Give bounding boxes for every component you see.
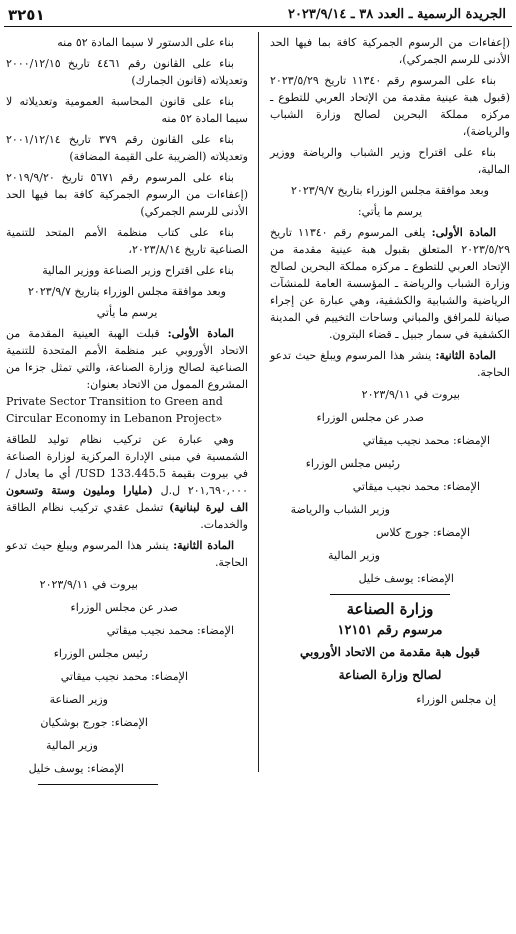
paragraph: وبعد موافقة مجلس الوزراء بتاريخ ٢٠٢٣/٩/٧ — [291, 184, 489, 197]
signature-line: الإمضاء: جورج كلاس — [375, 526, 470, 539]
paragraph: بناء على القانون رقم ٣٧٩ تاريخ ٢٠٠١/١٢/١٤ وتعديلاته (الضريبة على القيمة المضافة) — [6, 133, 248, 163]
left-column — [6, 34, 248, 791]
article-label: المادة الثانية: — [435, 349, 496, 362]
ministry-title: وزارة الصناعة — [346, 600, 434, 618]
paragraph: يرسم ما يأتي: — [357, 205, 423, 218]
paragraph: وبعد موافقة مجلس الوزراء بتاريخ ٢٠٢٣/٩/٧ — [28, 285, 226, 298]
paragraph: بناء على اقتراح وزير الصناعة ووزير المالية — [42, 264, 234, 277]
decree-date: بيروت في ٢٠٢٣/٩/١١ — [39, 578, 138, 591]
signature-line: رئيس مجلس الوزراء — [305, 457, 400, 470]
paragraph: بناء على المرسوم رقم ٥٦٧١ تاريخ ٢٠١٩/٩/٢٠ (إعفاءات من الرسوم الجمركية كافة بما فيها الحد الأدنى للرسم الجمركي) — [6, 171, 248, 218]
article-two — [6, 537, 248, 571]
paragraph: بناء على اقتراح وزير الشباب والرياضة ووزير المالية، — [270, 146, 510, 176]
signature-line: الإمضاء: محمد نجيب ميقاتي — [362, 434, 490, 447]
signature-line: وزير الشباب والرياضة — [290, 503, 390, 516]
article-label: المادة الأولى: — [167, 327, 234, 340]
decree-date: بيروت في ٢٠٢٣/٩/١١ — [361, 388, 460, 401]
right-column — [270, 34, 510, 712]
article-label: المادة الأولى: — [431, 226, 496, 239]
signature-line: وزير المالية — [328, 549, 380, 562]
signature-line: الإمضاء: يوسف خليل — [28, 762, 124, 775]
paragraph: إن مجلس الوزراء — [416, 693, 496, 706]
page-number: ٣٢٥١ — [8, 6, 45, 24]
amount-in-words: (مليارا ومليون وستة وتسعون الف ليرة لبنانية) — [6, 484, 248, 514]
article-text: ينشر هذا المرسوم ويبلغ حيث تدعو الحاجة. — [270, 349, 510, 379]
paragraph: بناء على قانون المحاسبة العمومية وتعديلاته لا سيما المادة ٥٢ منه — [6, 95, 248, 125]
section-rule — [330, 594, 450, 595]
signature-line: الإمضاء: جورج بوشكيان — [40, 716, 148, 729]
signature-line: الإمضاء: محمد نجيب ميقاتي — [106, 624, 234, 637]
signature-line: وزير المالية — [46, 739, 98, 752]
paragraph: بناء على كتاب منظمة الأمم المتحد للتنمية الصناعية تاريخ ٢٠٢٣/٨/١٤، — [6, 226, 248, 256]
decree-subtitle: لصالح وزارة الصناعة — [338, 668, 442, 682]
decree-title: مرسوم رقم ١٢١٥١ — [337, 623, 443, 638]
signature-line: وزير الصناعة — [49, 693, 108, 706]
paragraph: بناء على القانون رقم ٤٤٦١ تاريخ ٢٠٠٠/١٢/١٥ وتعديلاته (قانون الجمارك) — [6, 57, 248, 87]
signature-line: رئيس مجلس الوزراء — [53, 647, 148, 660]
signature-line: صدر عن مجلس الوزراء — [316, 411, 424, 424]
paragraph: بناء على المرسوم رقم ١١٣٤٠ تاريخ ٢٠٢٣/٥/٢٩ (قبول هبة عينية مقدمة من الإتحاد العربي للتطوع ـ مركزه مملكة البحرين لصالح وزارة الشباب والرياضة)، — [270, 74, 510, 138]
article-two — [270, 347, 510, 381]
signature-line: الإمضاء: محمد نجيب ميقاتي — [352, 480, 480, 493]
article-one — [6, 325, 248, 393]
signature-line: صدر عن مجلس الوزراء — [70, 601, 178, 614]
article-text: ينشر هذا المرسوم ويبلغ حيث تدعو الحاجة. — [6, 539, 248, 569]
article-one-continued — [6, 431, 248, 533]
page-header — [4, 6, 512, 27]
article-text: قبلت الهبة العينية المقدمة من الاتحاد الأوروبي عبر منظمة الأمم المتحدة للتنمية الصناعية لصالح وزارة الصناعة، والتي تمثل جزءا من المشروع الممول من الاتحاد بعنوان: — [6, 327, 248, 391]
article-text: تشمل عقدي تركيب نظام الطاقة والخدمات. — [6, 501, 248, 531]
header-title: الجريدة الرسمية ـ العدد ٣٨ ـ ٢٠٢٣/٩/١٤ — [287, 7, 506, 22]
decree-subtitle: قبول هبة مقدمة من الاتحاد الأوروبي — [300, 645, 480, 659]
article-text: وهي عبارة عن تركيب نظام توليد للطاقة الشمسية في مبنى الإدارة المركزية لوزارة الصناعة في بيروت بقيمة 133.445.5 USD/ أي ما يعادل /٢٠١,٦٩٠,٠٠٠ ل.ل — [6, 433, 248, 497]
project-name: Private Sector Transition to Green and Circular Economy in Lebanon Project» — [6, 395, 223, 425]
paragraph: (إعفاءات من الرسوم الجمركية كافة بما فيها الحد الأدنى للرسم الجمركي)، — [270, 36, 510, 66]
column-divider — [258, 32, 259, 772]
article-text: يلغى المرسوم رقم ١١٣٤٠ تاريخ ٢٠٢٣/٥/٢٩ المتعلق بقبول هبة عينية مقدمة من الإتحاد العربي للتطوع ـ مركزه مملكة البحرين لصالح وزارة الشباب والرياضة ـ المؤسسة العامة للمنشآت الرياضية والشبابية والكشفية، وهي عبارة عن إجراء صيانة للمرافق والمباني وساحات التخييم في المدينة الكشفية في سمار جبيل ـ قضاء البترون. — [270, 226, 510, 341]
paragraph: يرسم ما يأتي — [96, 306, 158, 319]
article-label: المادة الثانية: — [173, 539, 234, 552]
signature-line: الإمضاء: محمد نجيب ميقاتي — [60, 670, 188, 683]
article-one — [270, 224, 510, 343]
signature-line: الإمضاء: يوسف خليل — [358, 572, 454, 585]
paragraph: بناء على الدستور لا سيما المادة ٥٢ منه — [57, 36, 234, 49]
section-rule — [38, 784, 158, 785]
